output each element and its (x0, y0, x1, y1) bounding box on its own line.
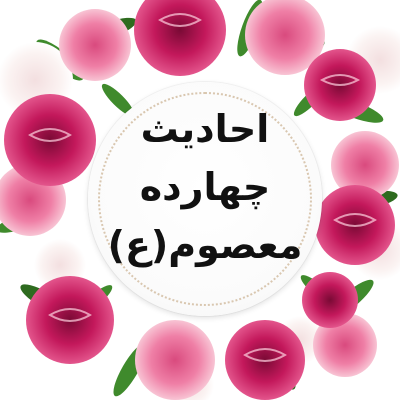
title-line-3: معصوم(ع) (107, 223, 303, 267)
page-title (88, 100, 322, 274)
peony-flower-icon (302, 272, 358, 328)
center-circle (88, 82, 322, 316)
title-line-2: چهارده (139, 165, 271, 209)
peony-flower-icon (59, 9, 131, 81)
peony-flower-icon (134, 0, 226, 76)
peony-flower-icon (135, 320, 215, 400)
title-line-1: احادیث (140, 107, 270, 151)
